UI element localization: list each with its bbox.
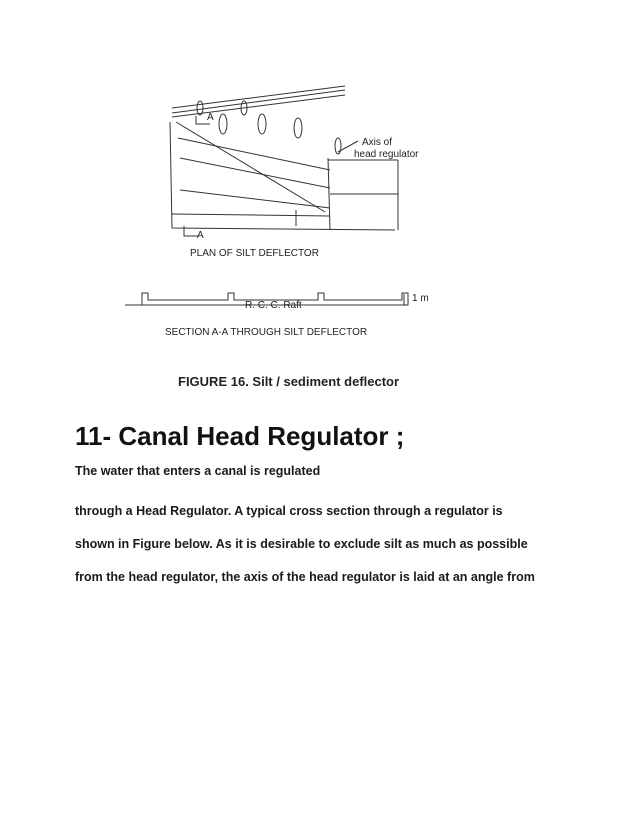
regulator-left bbox=[328, 158, 330, 230]
pier-3 bbox=[294, 118, 302, 138]
silt-deflector-figure bbox=[0, 0, 638, 400]
diagonal-4 bbox=[172, 214, 330, 216]
diagonal-3 bbox=[180, 190, 330, 208]
section-marker-bottom-line bbox=[184, 226, 198, 236]
paragraph-line-2: through a Head Regulator. A typical cross section through a regulator is bbox=[75, 504, 503, 518]
silt-deflector-drawing bbox=[0, 0, 638, 400]
paragraph-line-4: from the head regulator, the axis of the head regulator is laid at an angle from bbox=[75, 570, 535, 584]
diagonal-5 bbox=[178, 138, 330, 170]
dimension-label: 1 m bbox=[412, 293, 429, 304]
raft-label: R. C. C. Raft bbox=[245, 300, 302, 311]
axis-label-line2: head regulator bbox=[354, 149, 419, 160]
plan-top-edge-2 bbox=[172, 90, 345, 113]
diagonal-2 bbox=[180, 158, 330, 188]
paragraph-line-3: shown in Figure below. As it is desirable to exclude silt as much as possible bbox=[75, 537, 528, 551]
plan-title: PLAN OF SILT DEFLECTOR bbox=[190, 248, 319, 259]
axis-label-line1: Axis of bbox=[362, 137, 393, 148]
pier-2 bbox=[258, 114, 266, 134]
figure-caption: FIGURE 16. Silt / sediment deflector bbox=[178, 374, 400, 389]
pier-1 bbox=[219, 114, 227, 134]
section-title: SECTION A-A THROUGH SILT DEFLECTOR bbox=[165, 327, 368, 338]
pier-6 bbox=[197, 101, 203, 115]
section-marker-bottom-label: A bbox=[197, 230, 204, 241]
section-heading: 11- Canal Head Regulator ; bbox=[75, 421, 405, 451]
section-marker-top-label: A bbox=[207, 112, 214, 123]
plan-top-edge-3 bbox=[172, 86, 345, 108]
paragraph-line-1: The water that enters a canal is regulated bbox=[75, 464, 321, 478]
